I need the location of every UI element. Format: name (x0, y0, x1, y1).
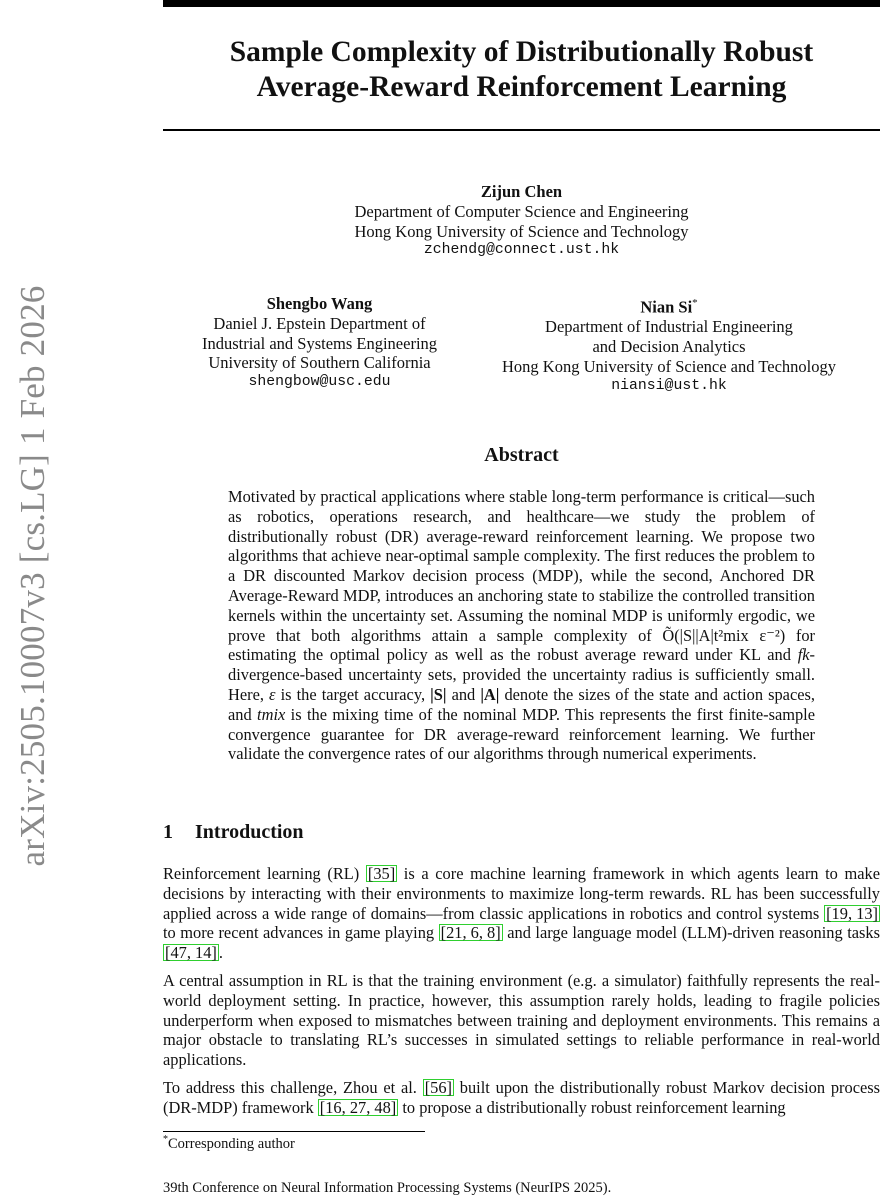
author-affiliation: University of Southern California (208, 353, 431, 373)
venue-footer: 39th Conference on Neural Information Processing Systems (NeurIPS 2025). (163, 1180, 612, 1196)
section-heading: 1 Introduction (163, 821, 304, 843)
author-email[interactable]: shengbow@usc.edu (248, 374, 391, 391)
citation-link[interactable]: [47, 14] (165, 943, 217, 963)
author-email[interactable]: zchendg@connect.ust.hk (423, 242, 620, 259)
introduction-body (163, 864, 880, 1126)
footnote-rule (163, 1131, 425, 1132)
author-affiliation: Department of Computer Science and Engineering (354, 201, 689, 221)
citation-link[interactable]: [35] (367, 864, 396, 883)
citation-link[interactable]: [56] (424, 1077, 452, 1097)
title-line-1: Sample Complexity of Distributionally Robust (229, 36, 814, 68)
author-block-2 (163, 294, 476, 393)
title-line-2: Average-Reward Reinforcement Learning (256, 71, 787, 103)
paper-title (163, 35, 880, 105)
author-name: Zijun Chen (480, 182, 563, 201)
citation-link[interactable]: [19, 13] (826, 903, 878, 923)
author-affiliation: Industrial and Systems Engineering (201, 333, 438, 353)
complexity-formula: Õ(|S||A|t²mix ε⁻²) (662, 625, 786, 645)
author-name: Nian Si* (640, 297, 698, 317)
author-affiliation: Daniel J. Epstein Department of (213, 313, 426, 333)
author-affiliation: Hong Kong University of Science and Technology (354, 221, 689, 241)
citation-link[interactable]: [16, 27, 48] (319, 1097, 397, 1117)
author-affiliation: Hong Kong University of Science and Technology (502, 356, 836, 376)
footnote: *Corresponding author (163, 1134, 295, 1152)
author-block-3 (476, 294, 862, 396)
arxiv-identifier: arXiv:2505.10007v3 [cs.LG] 1 Feb 2026 (13, 285, 52, 867)
top-rule (163, 0, 880, 7)
paragraph: A central assumption in RL is that the training environment (e.g. a simulator) faithfully represents the real-world deployment setting. In practice, however, this assumption rarely holds, leading to fragile policies underperform when exposed to mismatches between training and deployment environments. This remains a major obstacle to translating RL’s successes in simulated settings to reliable performance in real-world applications. (163, 970, 880, 1070)
abstract-body: Motivated by practical applications where stable long-term performance is critical—such as robotics, operations research, and healthcare—we study the problem of distributionally robust (DR) average-reward reinforcement learning. We propose two algorithms that achieve near-optimal sample complexity. The first reduces the problem to a DR discounted Markov decision process (MDP), while the second, Anchored DR Average-Reward MDP, introduces an anchoring state to stabilize the controlled transition kernels within the uncertainty set. Assuming the nominal MDP is uniformly ergodic, we prove that both algorithms attain a sample complexity of Õ(|S||A|t²mix ε⁻²) for estimating the optimal policy as well as the robust average reward under KL and fk-divergence-based uncertainty sets, provided the uncertainty radius is sufficiently small. Here, ε is the target accuracy, |S| and |A| denote the sizes of the state and action spaces, and tmix is the mixing time of the nominal MDP. This represents the first finite-sample convergence guarantee for DR average-reward reinforcement learning. We further validate the convergence rates of our algorithms through numerical experiments. (228, 487, 816, 764)
author-name: Shengbo Wang (266, 294, 373, 313)
title-rule (163, 129, 880, 131)
citation-link[interactable]: [21, 6, 8] (440, 923, 501, 943)
paragraph: To address this challenge, Zhou et al. [56] built upon the distributionally robust Markov decision process (DR-MDP) framework [16, 27, 48] to propose a distributionally robust reinforcement learning (163, 1077, 880, 1117)
author-block-1 (163, 182, 880, 261)
paragraph: Reinforcement learning (RL) [35] is a core machine learning framework in which agents learn to make decisions by interacting with their environments to maximize long-term rewards. RL has been successfully applied across a wide range of domains—from classic applications in robotics and control systems [19, 13] to more recent advances in game playing [21, 6, 8] and large language model (LLM)-driven reasoning tasks [47, 14] . (163, 864, 880, 963)
author-email[interactable]: niansi@ust.hk (611, 377, 727, 394)
abstract-heading: Abstract (484, 444, 559, 466)
author-affiliation: Department of Industrial Engineering (545, 317, 793, 337)
author-affiliation: and Decision Analytics (592, 337, 746, 357)
